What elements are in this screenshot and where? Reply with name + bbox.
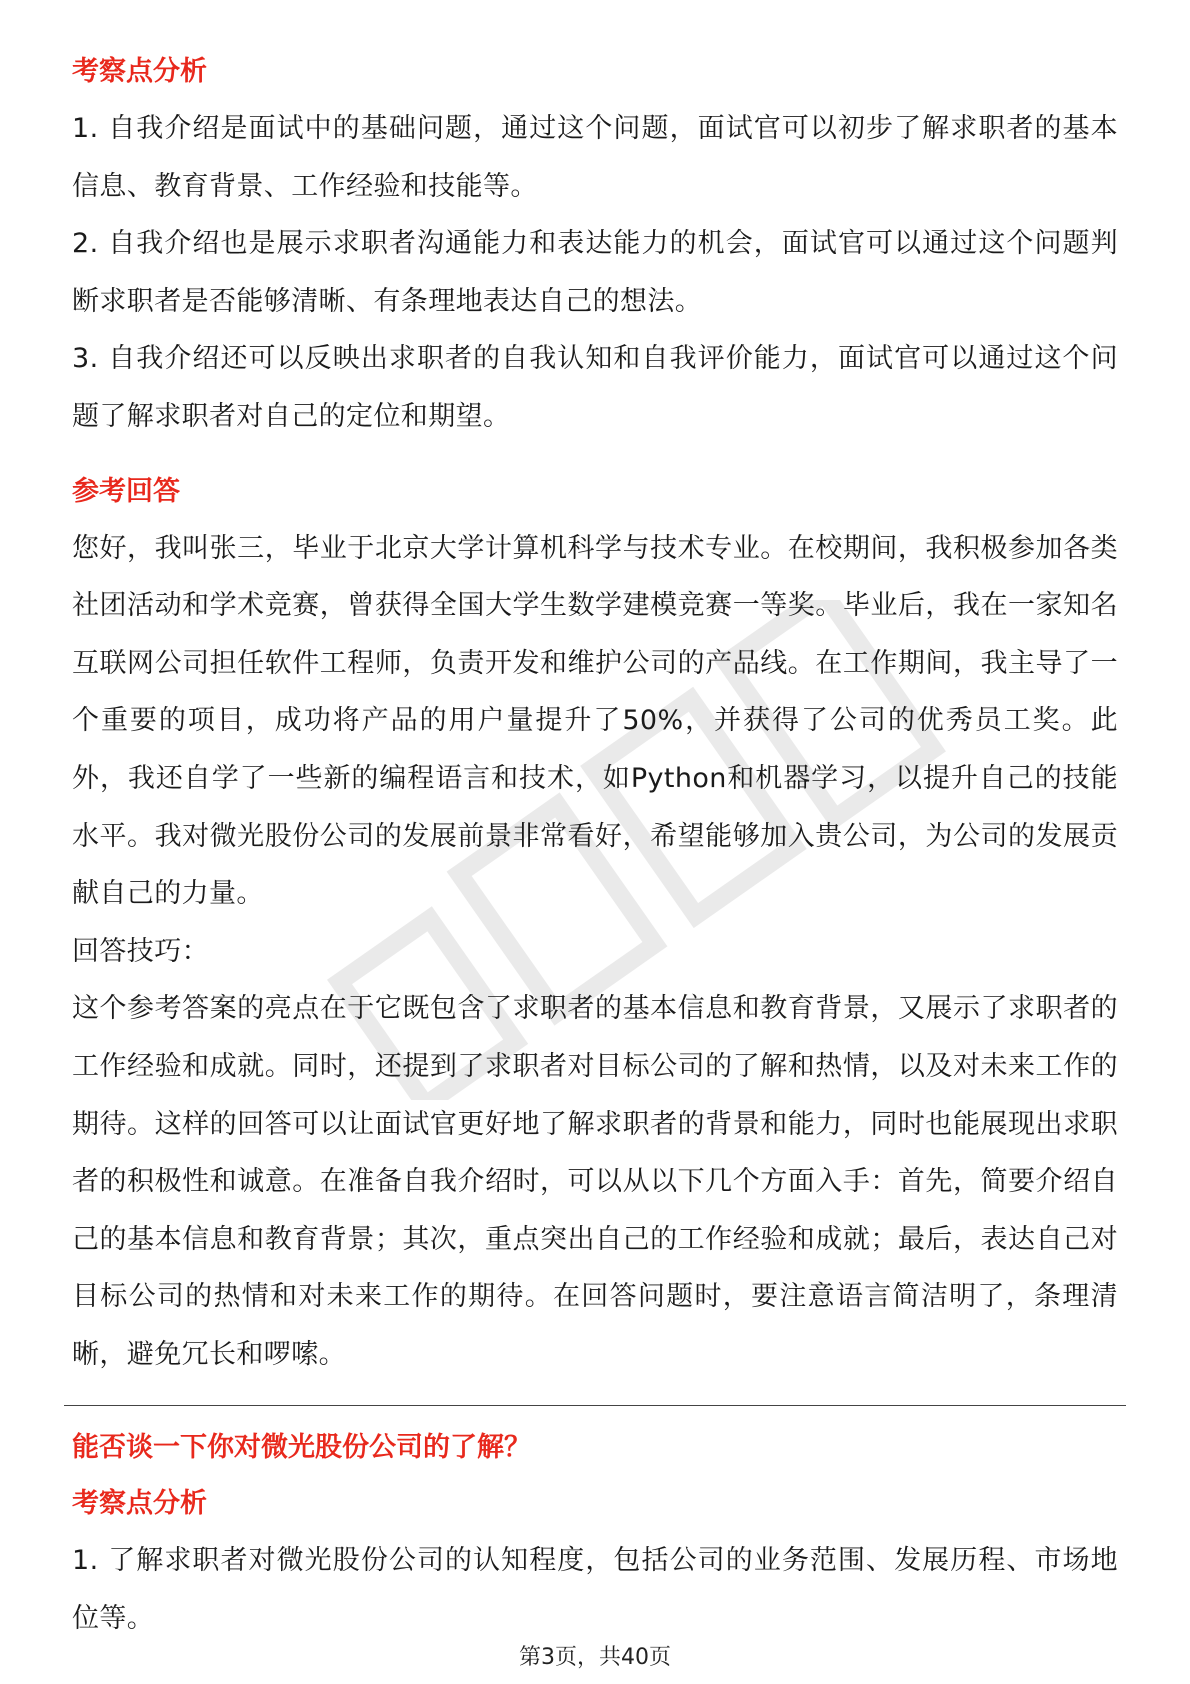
- section-divider: [64, 1405, 1126, 1406]
- analysis-point-1-q2: 1. 了解求职者对微光股份公司的认知程度，包括公司的业务范围、发展历程、市场地位等。: [72, 1545, 1118, 1635]
- answer-tips-label: 回答技巧：: [72, 935, 209, 967]
- section-heading-reference-answer: 参考回答: [72, 475, 180, 507]
- analysis-point-2: 2. 自我介绍也是展示求职者沟通能力和表达能力的机会，面试官可以通过这个问题判断求职者是否能够清晰、有条理地表达自己的想法。: [72, 228, 1118, 317]
- section-heading-analysis-2: 考察点分析: [72, 1488, 207, 1520]
- answer-tips-text: 这个参考答案的亮点在于它既包含了求职者的基本信息和教育背景，又展示了求职者的工作经验和成就。同时，还提到了求职者对目标公司的了解和热情，以及对未来工作的期待。这样的回答可以让面试官更好地了解求职者的背景和能力，同时也能展现出求职者的积极性和诚意。在准备自我介绍时，可以从以下几个方面入手：首先，简要介绍自己的基本信息和教育背景；其次，重点突出自己的工作经验和成就；最后，表达自己对目标公司的热情和对未来工作的期待。在回答问题时，要注意语言简洁明了，条理清晰，避免冗长和啰嗦。: [72, 993, 1118, 1370]
- document-page: [72, 44, 1118, 1648]
- analysis-point-3: 3. 自我介绍还可以反映出求职者的自我认知和自我评价能力，面试官可以通过这个问题了解求职者对自己的定位和期望。: [72, 343, 1118, 432]
- section-heading-analysis: 考察点分析: [72, 56, 207, 87]
- page-number: 第3页，共40页: [519, 1645, 671, 1670]
- analysis-point-1: 1. 自我介绍是面试中的基础问题，通过这个问题，面试官可以初步了解求职者的基本信息、教育背景、工作经验和技能等。: [72, 113, 1118, 202]
- reference-answer-text: 您好，我叫张三，毕业于北京大学计算机科学与技术专业。在校期间，我积极参加各类社团活动和学术竞赛，曾获得全国大学生数学建模竞赛一等奖。毕业后，我在一家知名互联网公司担任软件工程师，负责开发和维护公司的产品线。在工作期间，我主导了一个重要的项目，成功将产品的用户量提升了50%，并获得了公司的优秀员工奖。此外，我还自学了一些新的编程语言和技术，如Python和机器学习，以提升自己的技能水平。我对微光股份公司的发展前景非常看好，希望能够加入贵公司，为公司的发展贡献自己的力量。: [72, 532, 1118, 910]
- question-title: 能否谈一下你对微光股份公司的了解？: [72, 1432, 531, 1464]
